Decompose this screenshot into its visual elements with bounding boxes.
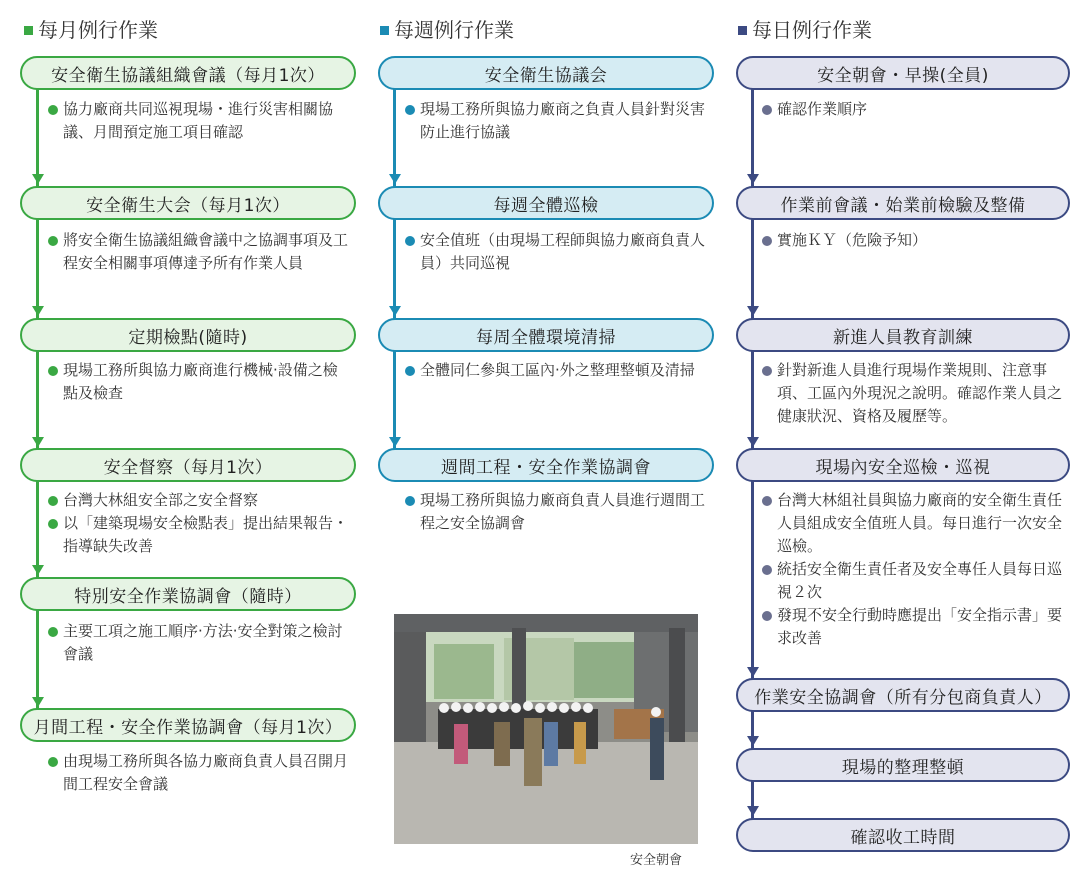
- weekly-header: 每週例行作業: [380, 14, 514, 43]
- arrow-down-icon: [747, 174, 759, 184]
- list-item: 安全值班（由現場工程師與協力廠商負責人員）共同巡視: [405, 229, 705, 275]
- bullet-list: [762, 98, 1072, 121]
- step-monthly-coordination: 月間工程・安全作業協調會（每月1次）: [20, 708, 356, 742]
- bullet-list: [48, 620, 348, 666]
- step-site-safety-patrol: 現場內安全巡檢・巡視: [736, 448, 1070, 482]
- list-item: 針對新進人員進行現場作業規則、注意事項、工區內外現況之說明。確認作業人員之健康狀況、資格及履歷等。: [762, 359, 1072, 428]
- bullet-dot-icon: [762, 611, 772, 621]
- arrow-down-icon: [747, 736, 759, 746]
- bullet-dot-icon: [48, 236, 58, 246]
- list-item: 確認作業順序: [762, 98, 1072, 121]
- bullet-dot-icon: [48, 366, 58, 376]
- list-item: 全體同仁參與工區內·外之整理整頓及清掃: [405, 359, 705, 382]
- step-periodic-inspection: 定期檢點(隨時): [20, 318, 356, 352]
- list-item: 發現不安全行動時應提出「安全指示書」要求改善: [762, 604, 1072, 650]
- step-morning-assembly: 安全朝會・早操(全員): [736, 56, 1070, 90]
- bullet-dot-icon: [762, 565, 772, 575]
- bullet-dot-icon: [405, 105, 415, 115]
- bullet-list: [405, 489, 705, 535]
- arrow-down-icon: [747, 667, 759, 677]
- step-new-worker-training: 新進人員教育訓練: [736, 318, 1070, 352]
- arrow-down-icon: [32, 174, 44, 184]
- bullet-dot-icon: [405, 366, 415, 376]
- safety-morning-meeting-photo: [394, 614, 698, 844]
- step-safety-council-meeting: 安全衛生協議組織會議（每月1次）: [20, 56, 356, 90]
- bullet-dot-icon: [762, 496, 772, 506]
- step-pre-work-meeting: 作業前會議・始業前檢驗及整備: [736, 186, 1070, 220]
- arrow-down-icon: [389, 306, 401, 316]
- list-item: 台灣大林組社員與協力廠商的安全衛生責任人員組成安全值班人員。每日進行一次安全巡檢。: [762, 489, 1072, 558]
- step-safety-assembly: 安全衛生大会（每月1次）: [20, 186, 356, 220]
- bullet-dot-icon: [48, 627, 58, 637]
- bullet-dot-icon: [762, 366, 772, 376]
- bullet-list: [48, 359, 348, 405]
- bullet-list: [762, 229, 1072, 252]
- list-item: 台灣大林組安全部之安全督察: [48, 489, 348, 512]
- daily-header: 每日例行作業: [738, 14, 872, 43]
- bullet-dot-icon: [405, 496, 415, 506]
- step-weekly-coordination: 週間工程・安全作業協調會: [378, 448, 714, 482]
- list-item: 現場工務所與協力廠商負責人員進行週間工程之安全協調會: [405, 489, 705, 535]
- list-item: 實施ＫＹ（危險予知）: [762, 229, 1072, 252]
- square-bullet-icon: [380, 26, 389, 35]
- step-confirm-end-time: 確認收工時間: [736, 818, 1070, 852]
- arrow-down-icon: [389, 174, 401, 184]
- step-weekly-patrol: 每週全體巡檢: [378, 186, 714, 220]
- step-special-coordination: 特別安全作業協調會（隨時）: [20, 577, 356, 611]
- list-item: 協力廠商共同巡視現場・進行災害相關協議、月間預定施工項目確認: [48, 98, 348, 144]
- bullet-list: [48, 98, 348, 144]
- monthly-header: 每月例行作業: [24, 14, 158, 43]
- bullet-dot-icon: [48, 105, 58, 115]
- bullet-list: [762, 489, 1072, 650]
- bullet-list: [48, 229, 348, 275]
- bullet-dot-icon: [762, 236, 772, 246]
- square-bullet-icon: [738, 26, 747, 35]
- bullet-dot-icon: [762, 105, 772, 115]
- step-site-tidying: 現場的整理整頓: [736, 748, 1070, 782]
- list-item: 以「建築現場安全檢點表」提出結果報告・指導缺失改善: [48, 512, 348, 558]
- bullet-list: [48, 489, 348, 558]
- monthly-flow-line: [36, 70, 39, 720]
- arrow-down-icon: [32, 565, 44, 575]
- square-bullet-icon: [24, 26, 33, 35]
- bullet-list: [762, 359, 1072, 428]
- step-weekly-cleaning: 每周全體環境清掃: [378, 318, 714, 352]
- photo-illustration: [394, 614, 698, 844]
- arrow-down-icon: [32, 306, 44, 316]
- bullet-list: [48, 750, 348, 796]
- arrow-down-icon: [389, 437, 401, 447]
- arrow-down-icon: [747, 306, 759, 316]
- bullet-dot-icon: [48, 519, 58, 529]
- bullet-dot-icon: [48, 496, 58, 506]
- arrow-down-icon: [747, 437, 759, 447]
- list-item: 將安全衛生協議組織會議中之協調事項及工程安全相關事項傳達予所有作業人員: [48, 229, 348, 275]
- list-item: 由現場工務所與各協力廠商負責人員召開月間工程安全會議: [48, 750, 348, 796]
- list-item: 現場工務所與協力廠商進行機械·設備之檢點及檢查: [48, 359, 348, 405]
- weekly-flow-line: [393, 70, 396, 460]
- bullet-dot-icon: [405, 236, 415, 246]
- step-safety-audit: 安全督察（每月1次）: [20, 448, 356, 482]
- list-item: 現場工務所與協力廠商之負責人員針對災害防止進行協議: [405, 98, 705, 144]
- arrow-down-icon: [32, 437, 44, 447]
- step-weekly-safety-council: 安全衛生協議会: [378, 56, 714, 90]
- photo-caption: 安全朝會: [630, 853, 683, 868]
- arrow-down-icon: [747, 806, 759, 816]
- list-item: 統括安全衛生責任者及安全專任人員每日巡視２次: [762, 558, 1072, 604]
- bullet-list: [405, 359, 705, 382]
- step-subcontractor-coordination: 作業安全協調會（所有分包商負責人）: [736, 678, 1070, 712]
- list-item: 主要工項之施工順序·方法·安全對策之檢討會議: [48, 620, 348, 666]
- bullet-dot-icon: [48, 757, 58, 767]
- arrow-down-icon: [32, 697, 44, 707]
- bullet-list: [405, 98, 705, 144]
- bullet-list: [405, 229, 705, 275]
